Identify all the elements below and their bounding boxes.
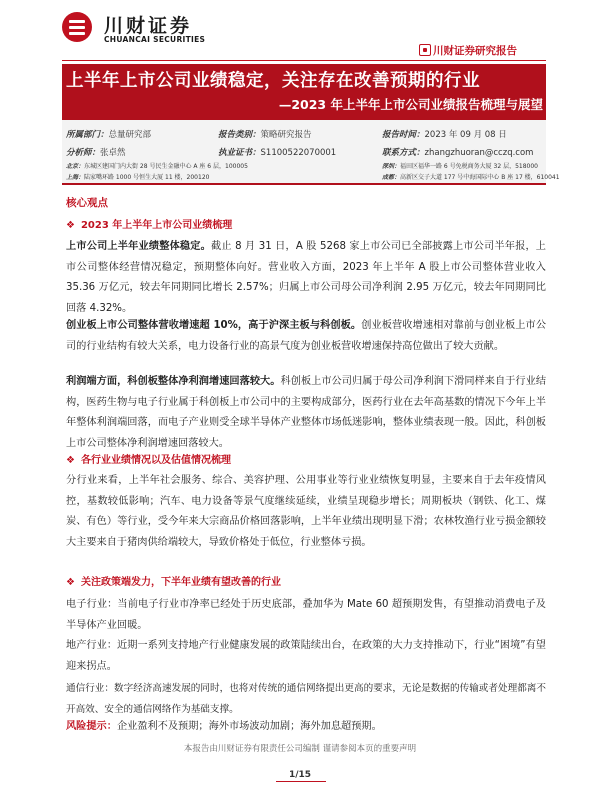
paragraph-text: 科创板上市公司归属于母公司净利润下滑同样来自于行业结构，医药生物与电子行业属于科创板上市公司中的主要构成部分，医药行业在去年高基数的情况下今年上半年整体利润端回落，而电子产业则受全球半导体产业整体市场低迷影响，整体业绩表现一般。因此，科创板上市公司整体净利润增速回落较大。 <box>66 376 547 449</box>
report-tag: 川财证券研究报告 <box>433 45 517 57</box>
core-heading: 核心观点 <box>66 197 108 209</box>
cert-label: 执业证书： <box>218 148 261 158</box>
section-title: 2023 年上半年上市公司业绩梳理 <box>80 220 233 231</box>
shanghai-address: 陆家嘴环路 1000 号恒生大厦 11 楼，200120 <box>84 174 210 181</box>
diamond-bullet-icon: ❖ <box>66 577 75 588</box>
section-heading <box>66 216 232 231</box>
page-number: 1/15 <box>288 770 312 780</box>
paragraph <box>66 372 546 454</box>
report-icon <box>419 44 431 56</box>
logo-english-name: CHUANCAI SECURITIES <box>104 35 206 44</box>
diamond-bullet-icon: ❖ <box>66 220 75 231</box>
section-title: 各行业业绩情况以及估值情况梳理 <box>80 455 231 466</box>
cert-value: S1100522070001 <box>260 148 337 158</box>
paragraph-text: 截止 8 月 31 日，A 股 5268 家上市公司已全部披露上市公司半年报，上市公司整体经营情况稳定，预期整体向好。营业收入方面，2023 年上半年 A 股上市公司整体营业收入 35.36 万亿元，较去年同期同比增长 2.57%；归属上市公司母公司净利润 2.95 万亿元，较去年同期同比回落 4.32%。 <box>66 241 546 314</box>
page-number-underline <box>276 781 326 782</box>
email-label: 联系方式： <box>382 148 425 158</box>
footer-disclaimer: 本报告由川财证券有限责任公司编制 谨请参阅本页的重要声明 <box>183 744 417 754</box>
shenzhen-address: 福田区福华一路 6 号免税商务大厦 32 层，518000 <box>400 163 539 170</box>
beijing-address: 东城区建国门内大街 28 号民生金融中心 A 座 6 层，100005 <box>84 163 248 170</box>
risk-label: 风险提示： <box>66 721 117 732</box>
paragraph-lead: 创业板上市公司整体营收增速超 10%，高于沪深主板与科创板。 <box>66 320 362 331</box>
paragraph-text: 电子行业：当前电子行业市净率已经处于历史底部，叠加华为 Mate 60 超预期发售，有望推动消费电子及半导体产业回暖。 <box>66 599 546 631</box>
paragraph-text: 地产行业：近期一系列支持地产行业健康发展的政策陆续出台，在政策的大力支持推动下，行业“困境”有望迎来拐点。 <box>66 640 546 672</box>
analyst-value: 张卓然 <box>100 148 126 158</box>
chengdu-label: 成都： <box>382 174 401 181</box>
chengdu-address: 高新区交子大道 177 号中海国际中心 B 座 17 楼，610041 <box>400 174 560 181</box>
section-heading <box>66 573 281 588</box>
logo-icon <box>62 12 92 42</box>
dept-value: 总量研究部 <box>108 130 152 140</box>
type-value: 策略研究报告 <box>260 130 312 140</box>
dept-label: 所属部门： <box>66 130 109 140</box>
risk-warning <box>66 717 546 738</box>
report-subtitle: —2023 年上半年上市公司业绩报告梳理与展望 <box>278 97 543 112</box>
paragraph <box>66 679 546 720</box>
type-label: 报告类别： <box>218 130 261 140</box>
diamond-bullet-icon: ❖ <box>66 455 75 466</box>
info-divider <box>62 183 546 185</box>
date-label: 报告时间： <box>382 130 425 140</box>
shanghai-label: 上海： <box>66 174 85 181</box>
paragraph <box>66 237 546 319</box>
paragraph-lead: 利润端方面，科创板整体净利润增速回落较大。 <box>66 376 281 387</box>
report-title: 上半年上市公司业绩稳定，关注存在改善预期的行业 <box>66 71 480 91</box>
paragraph <box>66 595 546 636</box>
paragraph-text: 创业板营收增速相对靠前与创业板上市公司的行业结构有较大关系，电力设备行业的高景气度为创业板营收增速保持高位做出了较大贡献。 <box>66 320 547 352</box>
header-divider <box>62 60 546 61</box>
beijing-label: 北京： <box>66 163 85 170</box>
risk-text: 企业盈利不及预期；海外市场波动加剧；海外加息超预期。 <box>116 721 382 732</box>
paragraph-lead: 上市公司上半年业绩整体稳定。 <box>66 241 212 252</box>
section-heading <box>66 451 231 466</box>
report-info-box <box>62 120 560 183</box>
shenzhen-label: 深圳： <box>382 163 401 170</box>
logo-chinese-name: 川财证券 <box>104 15 193 37</box>
section-title: 关注政策端发力，下半年业绩有望改善的行业 <box>80 577 281 588</box>
date-value: 2023 年 09 月 08 日 <box>424 130 507 140</box>
paragraph-text: 分行业来看，上半年社会服务、综合、美容护理、公用事业等行业业绩恢复明显，主要来自于去年疫情风控，基数较低影响；汽车、电力设备等景气度继续延续，业绩呈现稳步增长；周期板块（钢铁、化工、煤炭、有色）等行业，受今年来大宗商品价格回落影响，上半年业绩出现明显下滑；农林牧渔行业亏损金额较大主要来自于猪肉供给端较大，导致价格处于低位，行业整体亏损。 <box>66 475 546 548</box>
email-value[interactable]: zhangzhuoran@cczq.com <box>424 148 534 158</box>
paragraph <box>66 316 546 357</box>
paragraph-text: 通信行业：数字经济高速发展的同时，也将对传统的通信网络提出更高的要求，无论是数据的传输或者处理都离不开高效、安全的通信网络作为基础支撑。 <box>66 683 546 715</box>
paragraph <box>66 471 546 553</box>
analyst-label: 分析师： <box>66 148 101 158</box>
paragraph <box>66 636 546 677</box>
